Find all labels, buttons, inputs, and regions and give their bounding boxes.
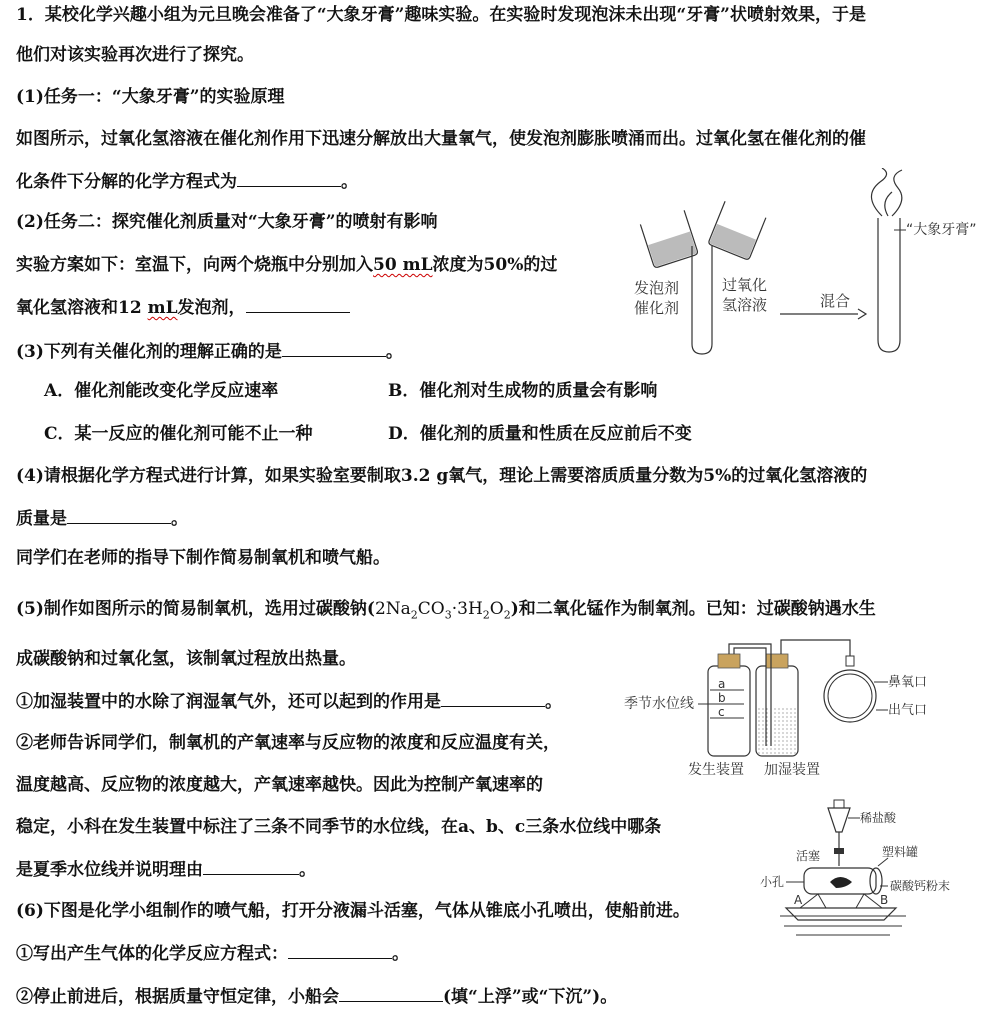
part2-unit: mL <box>147 298 178 318</box>
part1-title: (1)任务一：“大象牙膏”的实验原理 <box>16 87 285 107</box>
part5-text-b: )和二氧化锰作为制氧剂。已知：过碳酸钠遇水生 <box>510 599 876 619</box>
stopper-left <box>718 654 740 668</box>
part2-volume: 50 mL <box>373 255 433 275</box>
question-number: 1． <box>16 5 45 25</box>
answer-blank-4[interactable] <box>67 507 171 524</box>
acid-label: 稀盐酸 <box>860 811 897 825</box>
generator-bottle <box>708 666 750 756</box>
part6-sub1 <box>16 942 409 965</box>
jet-boat-figure <box>756 794 966 942</box>
answer-blank-7[interactable] <box>288 942 392 959</box>
beaker-left-icon <box>640 210 698 268</box>
oxygen-generator-figure <box>618 636 948 780</box>
generator-label: 发生装置 <box>688 762 744 778</box>
intro-line-1 <box>16 4 866 26</box>
part2-text-e: 发泡剂， <box>177 298 246 318</box>
option-a[interactable]: A．催化剂能改变化学反应速率 <box>44 381 279 401</box>
part4-text: 质量是 <box>16 509 67 529</box>
fig1-right-label-2: 氢溶液 <box>722 296 768 314</box>
part1-question-text: 化条件下分解的化学方程式为 <box>16 172 237 192</box>
part6-sub1-text: ①写出产生气体的化学反应方程式： <box>16 944 288 964</box>
part3-question: (3)下列有关催化剂的理解正确的是 <box>16 342 282 362</box>
bridge-text: 同学们在老师的指导下制作简易制氧机和喷气船。 <box>16 548 390 568</box>
fig1-left-label-2: 催化剂 <box>634 299 680 317</box>
answer-blank-3[interactable] <box>282 340 386 357</box>
part4-line-1: (4)请根据化学方程式进行计算，如果实验室要制取3.2 g氧气，理论上需要溶质质量分数为5%的过氧化氢溶液的 <box>16 466 868 486</box>
answer-blank-1[interactable] <box>237 170 341 187</box>
intro-line-2: 他们对该实验再次进行了探究。 <box>16 45 254 65</box>
humidifier-label: 加湿装置 <box>764 762 820 778</box>
part5-line-2: 成碳酸钠和过氧化氢，该制氧过程放出热量。 <box>16 649 356 669</box>
part2-line-2 <box>16 296 350 319</box>
part2-title: (2)任务二：探究催化剂质量对“大象牙膏”的喷射有影响 <box>16 212 438 232</box>
part5-sub2-text: 是夏季水位线并说明理由 <box>16 860 203 880</box>
period: 。 <box>392 944 409 964</box>
chemical-formula: $2Na_2CO_3\cdot 3H_2O_2$ <box>374 599 511 622</box>
stopper-right <box>766 654 788 668</box>
period: 。 <box>171 509 188 529</box>
option-d[interactable]: D．催化剂的质量和性质在反应前后不变 <box>388 424 692 444</box>
arrow-icon <box>858 309 866 319</box>
period: 。 <box>341 172 358 192</box>
part5-sub1 <box>16 690 562 713</box>
part1-line-2 <box>16 170 358 193</box>
part6-sub2-end: (填“上浮”或“下沉”)。 <box>443 987 618 1007</box>
nasal-cannula-icon <box>824 670 876 722</box>
part5-sub2-line-4 <box>16 858 316 881</box>
powder-label: 碳酸钙粉末 <box>890 879 951 893</box>
point-a: A <box>794 893 803 907</box>
period: 。 <box>545 692 562 712</box>
gas-outlet-label: 出气口 <box>888 703 928 718</box>
boat-hull <box>786 908 896 920</box>
hole-label: 小孔 <box>760 875 785 889</box>
part5-sub2-line-3: 稳定，小科在发生装置中标注了三条不同季节的水位线，在a、b、c三条水位线中哪条 <box>16 817 662 837</box>
answer-blank-6[interactable] <box>203 858 299 875</box>
part4-line-2 <box>16 507 188 530</box>
part3-title <box>16 340 403 363</box>
part2-text-c: 浓度为50%的过 <box>432 255 558 275</box>
part2-line-1 <box>16 254 557 276</box>
waterline-b: b <box>718 691 726 705</box>
foam-icon <box>871 168 902 216</box>
waterline-c: c <box>718 705 725 719</box>
part2-text-d: 氧化氢溶液和12 <box>16 298 148 318</box>
answer-blank-5[interactable] <box>441 690 545 707</box>
part5-sub1-text: ①加湿装置中的水除了润湿氧气外，还可以起到的作用是 <box>16 692 441 712</box>
intro-text-1: 某校化学兴趣小组为元旦晚会准备了“大象牙膏”趣味实验。在实验时发现泡沫未出现“牙膏”状喷射效果，于是 <box>44 5 866 25</box>
fig1-right-label-1: 过氧化 <box>722 276 768 294</box>
option-c[interactable]: C．某一反应的催化剂可能不止一种 <box>44 424 313 444</box>
test-tube-left <box>692 246 712 354</box>
fig1-arrow-label: 混合 <box>820 292 851 310</box>
period: 。 <box>299 860 316 880</box>
fig1-foam-label: “大象牙膏” <box>906 222 977 238</box>
part5-sub2-line-2: 温度越高、反应物的浓度越大，产氧速率越快。因此为控制产氧速率的 <box>16 775 543 795</box>
part2-text-a: 实验方案如下：室温下，向两个烧瓶中分别加入 <box>16 255 373 275</box>
season-waterline-label: 季节水位线 <box>624 696 694 712</box>
period: 。 <box>385 342 403 362</box>
fig1-left-label-1: 发泡剂 <box>634 279 680 297</box>
point-b: B <box>880 893 889 907</box>
option-b[interactable]: B．催化剂对生成物的质量会有影响 <box>388 381 658 401</box>
beaker-right-icon <box>708 201 766 260</box>
stopcock-label: 活塞 <box>796 849 821 863</box>
waterline-a: a <box>718 677 726 691</box>
can-label: 塑料罐 <box>882 845 919 859</box>
powder-icon <box>830 877 852 888</box>
test-tube-right <box>878 218 900 352</box>
elephant-toothpaste-figure <box>630 168 990 358</box>
part6-title: (6)下图是化学小组制作的喷气船，打开分液漏斗活塞，气体从锥底小孔喷出，使船前进。 <box>16 901 690 921</box>
answer-blank-2[interactable] <box>246 296 350 313</box>
separatory-funnel-icon <box>828 808 850 832</box>
part5-line-1 <box>16 598 876 626</box>
answer-blank-8[interactable] <box>339 985 443 1002</box>
part5-text-a: (5)制作如图所示的简易制氧机，选用过碳酸钠( <box>16 599 375 619</box>
part6-sub2 <box>16 985 617 1008</box>
humidifier-water <box>757 706 797 754</box>
part6-sub2-text: ②停止前进后，根据质量守恒定律，小船会 <box>16 987 339 1007</box>
part5-sub2-line-1: ②老师告诉同学们，制氧机的产氧速率与反应物的浓度和反应温度有关， <box>16 733 560 753</box>
nose-outlet-label: 鼻氧口 <box>888 675 928 690</box>
part1-line-1: 如图所示，过氧化氢溶液在催化剂作用下迅速分解放出大量氧气，使发泡剂膨胀喷涌而出。过氧化氢在催化剂的催 <box>16 129 866 149</box>
